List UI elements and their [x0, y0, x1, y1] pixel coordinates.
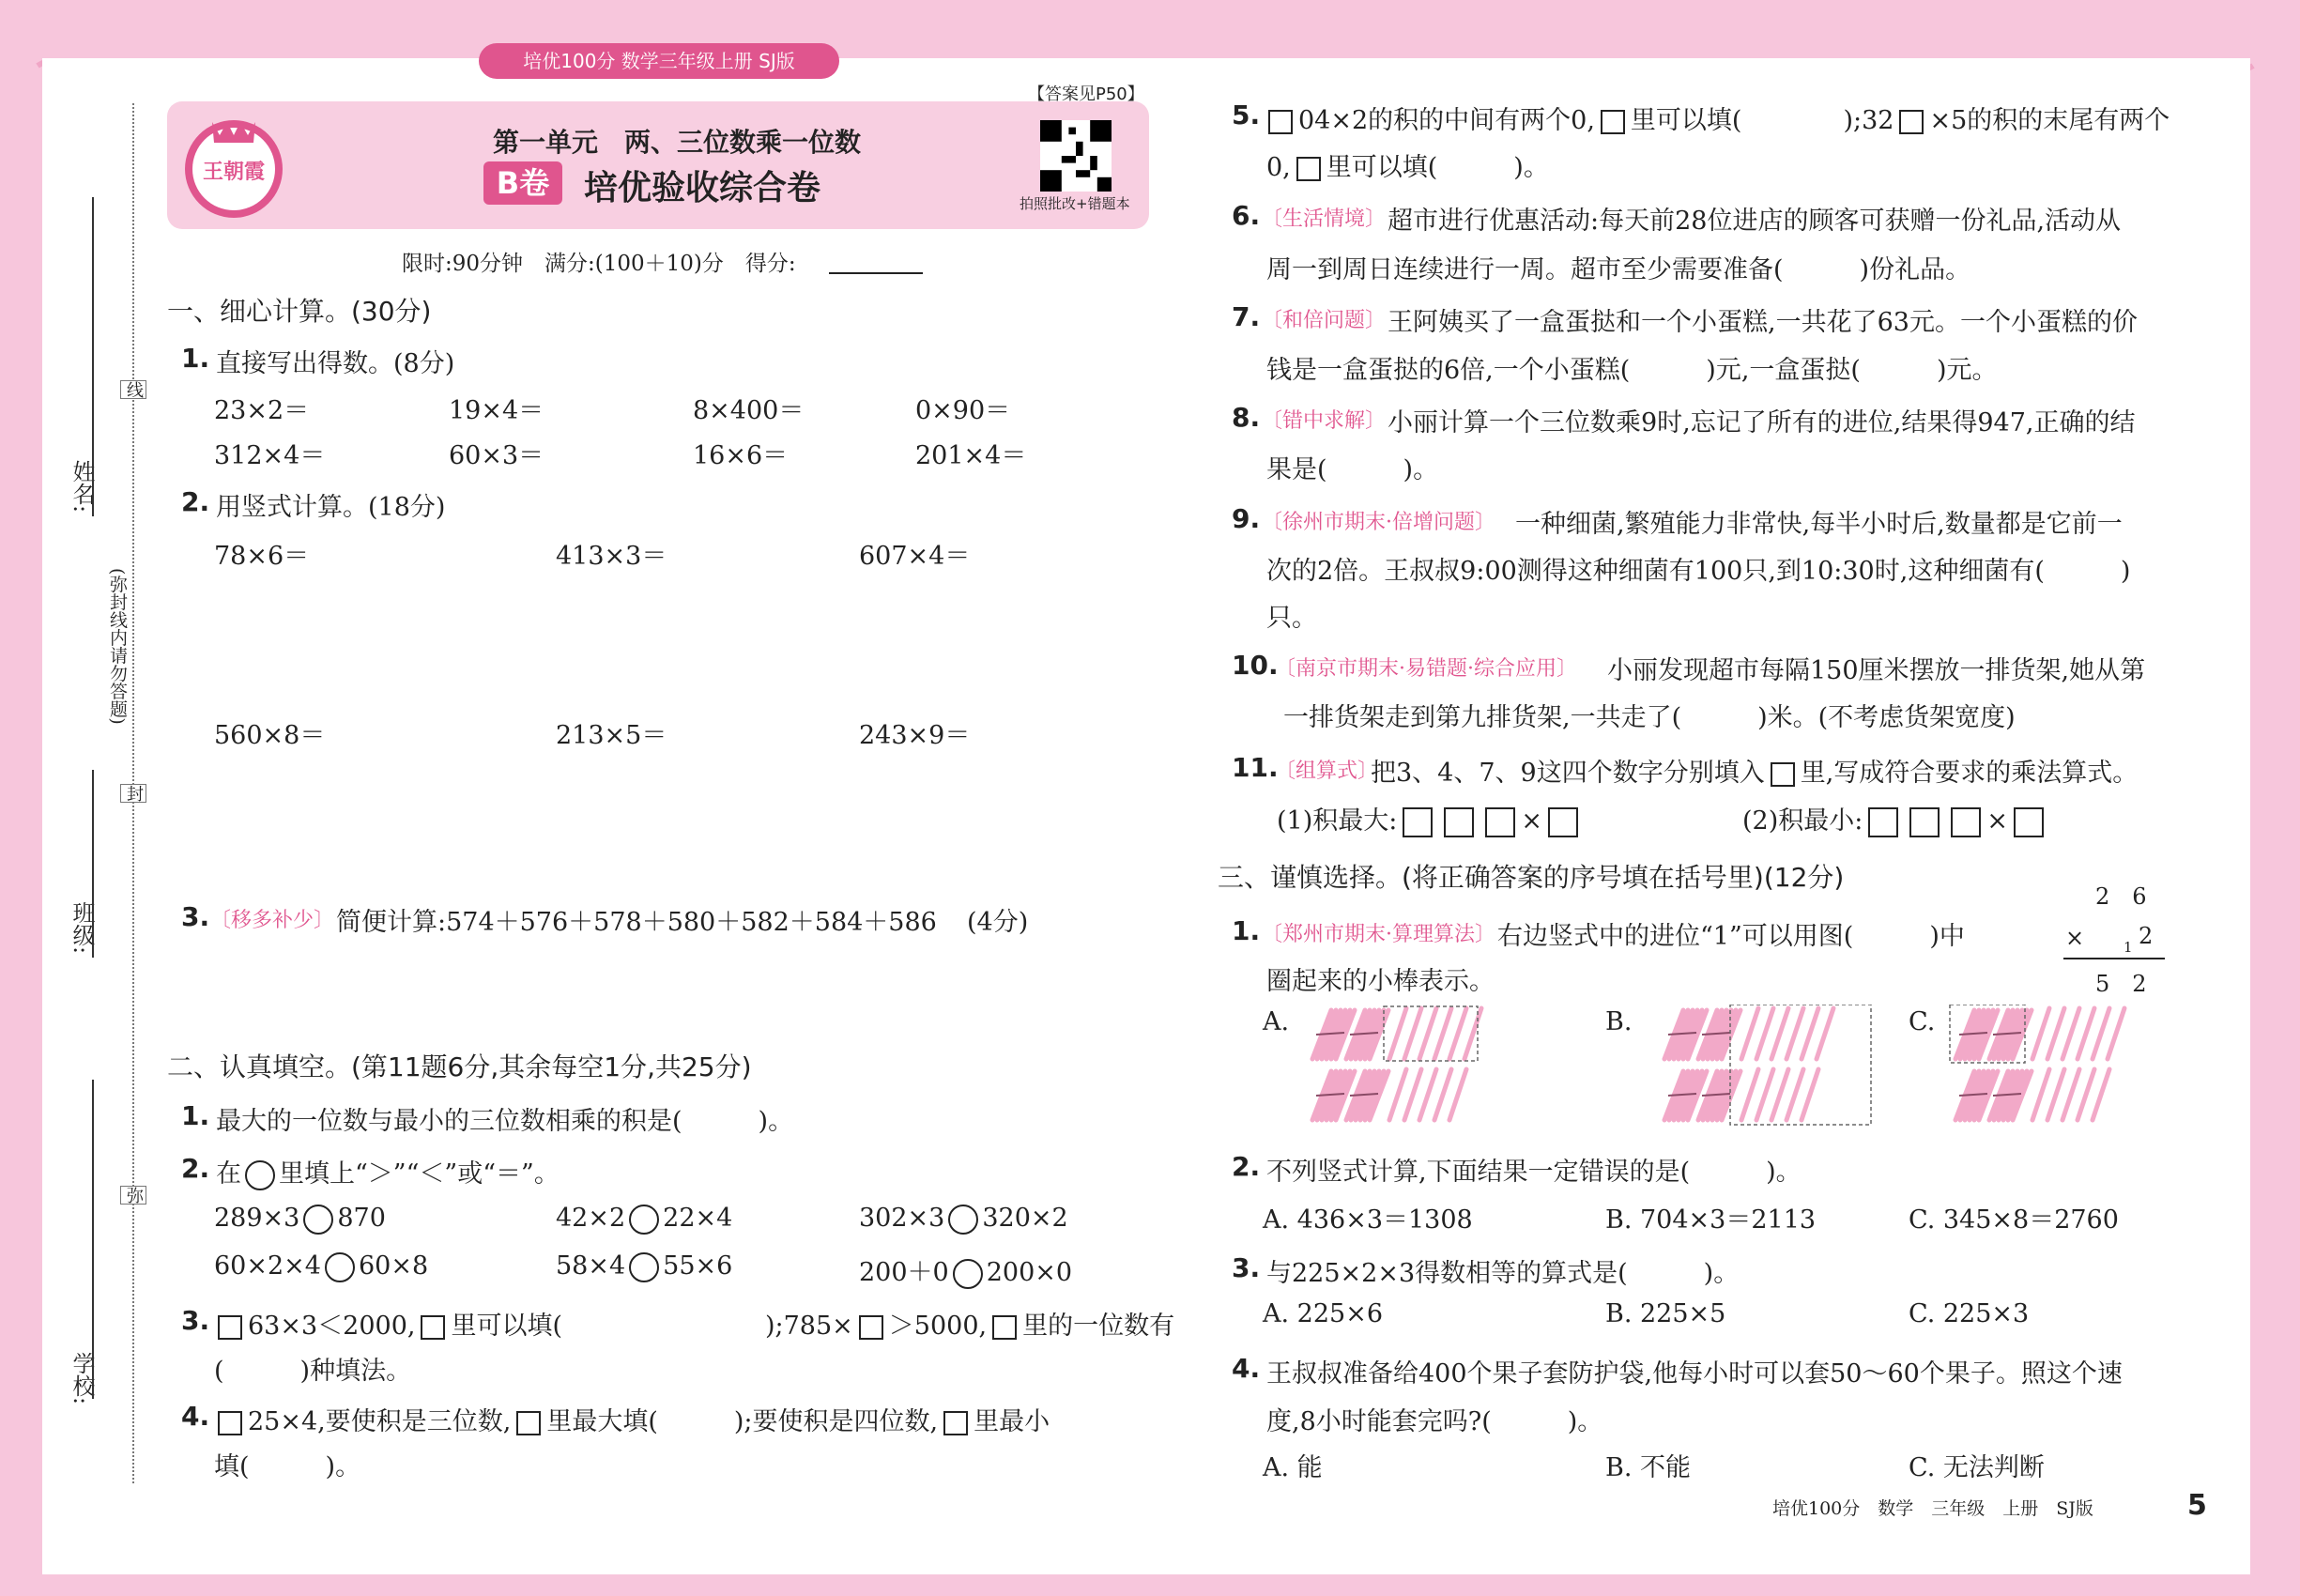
score-blank[interactable] [829, 272, 923, 274]
s2-q6-line2: 周一到周日连续进行一周。超市至少需要准备( )份礼品。 [1266, 255, 1971, 284]
calc-item: 16×6＝ [693, 441, 789, 470]
s3-q4-option[interactable]: C. 无法判断 [1909, 1453, 2045, 1482]
s3-q1-line2: 圈起来的小棒表示。 [1266, 967, 1495, 996]
svg-text:王朝霞: 王朝霞 [202, 161, 266, 184]
s3-q3-text: 与225×2×3得数相等的算式是( )。 [1266, 1259, 1740, 1288]
single-stick [2032, 1069, 2049, 1120]
digit-box[interactable] [1403, 807, 1433, 837]
name-label: 姓名: [69, 460, 95, 514]
s2-q11-num: 11. [1232, 752, 1279, 783]
s1-q3-score: (4分) [967, 908, 1029, 937]
s2-q2-text-a: 在 [216, 1159, 241, 1189]
class-line [92, 770, 94, 958]
single-stick [1404, 1008, 1421, 1059]
single-stick [1802, 1008, 1818, 1059]
s2-q7-tag: 〔和倍问题〕 [1262, 309, 1387, 332]
single-stick [2047, 1008, 2064, 1059]
s2-q7-line2: 钱是一盒蛋挞的6倍,一个小蛋糕( )元,一盒蛋挞( )元。 [1266, 356, 1998, 385]
calc-item: 0×90＝ [915, 396, 1011, 425]
single-stick [1817, 1008, 1833, 1059]
digit-box[interactable] [1868, 807, 1898, 837]
digit-box[interactable] [1485, 807, 1515, 837]
s3-q2-text: 不列竖式计算,下面结果一定错误的是( )。 [1266, 1158, 1802, 1187]
digit-box[interactable] [2014, 807, 2044, 837]
s2-q6-line1: 超市进行优惠活动:每天前28位进店的顾客可获赠一份礼品,活动从 [1388, 207, 2122, 236]
school-line [92, 1080, 94, 1399]
s2-q5-line1: 04×2的积的中间有两个0, 里可以填( );32 ×5的积的末尾有两个 [1263, 100, 2170, 136]
s2-q1-num: 1. [181, 1100, 210, 1131]
s2-q10-tag: 〔南京市期末·易错题·综合应用〕 [1275, 657, 1577, 681]
s2-q8-tag: 〔错中求解〕 [1262, 409, 1387, 433]
s2-q6-tag: 〔生活情境〕 [1262, 207, 1387, 231]
s2-q8-num: 8. [1232, 402, 1261, 433]
compare-circle[interactable] [629, 1252, 659, 1282]
s2-q2-text-b: 里填上“＞”“＜”或“＝”。 [279, 1159, 560, 1189]
s2-q10-line2: 一排货架走到第九排货架,一共走了( )米。(不考虑货架宽度) [1283, 703, 2016, 732]
single-stick [1786, 1069, 1803, 1120]
s2-q7-line1: 王阿姨买了一盒蛋挞和一个小蛋糕,一共花了63元。一个小蛋糕的价 [1388, 308, 2138, 337]
single-stick [2032, 1008, 2049, 1059]
single-stick [2078, 1008, 2094, 1059]
s2-q3-line1: 63×3＜2000, 里可以填( );785× ＞5000, 里的一位数有 [212, 1305, 1174, 1342]
s3-q3-option[interactable]: A. 225×6 [1263, 1299, 1383, 1328]
s1-q1-num: 1. [181, 343, 210, 374]
mark-seal: 封 [120, 784, 146, 803]
page-number: 5 [2187, 1489, 2207, 1522]
s2-q9-num: 9. [1232, 503, 1261, 534]
single-stick [1419, 1008, 1436, 1059]
sticks-figure-a [1305, 1005, 1530, 1131]
school-label: 学校: [69, 1352, 95, 1405]
single-stick [1404, 1069, 1421, 1120]
compare-item: 60×2×4 60×8 [214, 1251, 429, 1281]
s2-q2-num: 2. [181, 1153, 210, 1184]
vertical-rule [2063, 958, 2165, 959]
s2-q9-line2: 次的2倍。王叔叔9:00测得这种细菌有100只,到10:30时,这种细菌有( ) [1266, 557, 2131, 586]
vertical-calc-item: 78×6＝ [214, 542, 310, 571]
s2-q7-num: 7. [1232, 301, 1261, 332]
single-stick [1419, 1069, 1436, 1120]
compare-item: 42×2 22×4 [556, 1204, 733, 1233]
compare-item: 289×3 870 [214, 1204, 386, 1233]
paper-title: 培优验收综合卷 [584, 169, 821, 207]
vertical-calc-item: 243×9＝ [859, 721, 971, 750]
single-stick [1741, 1008, 1758, 1059]
limits: 限时:90分钟 满分:(100＋10)分 得分: [402, 252, 796, 276]
s3-q1-option[interactable]: B. [1605, 1007, 1633, 1036]
single-stick [2078, 1069, 2094, 1120]
mark-mi: 弥 [120, 1186, 146, 1205]
mark-line: 线 [120, 380, 146, 399]
s3-q3-option[interactable]: B. 225×5 [1605, 1299, 1726, 1328]
logo-icon [167, 101, 300, 229]
single-stick [1389, 1069, 1406, 1120]
digit-box[interactable] [1444, 807, 1474, 837]
single-stick [1389, 1008, 1406, 1059]
single-stick [1756, 1069, 1773, 1120]
s3-q4-line2: 度,8小时能套完吗?( )。 [1266, 1407, 1603, 1436]
calc-item: 201×4＝ [915, 441, 1027, 470]
vertical-top: 2 6 [2095, 883, 2147, 910]
qr-caption: 拍照批改+错题本 [1020, 195, 1130, 212]
s2-q3-line2: ( )种填法。 [214, 1357, 412, 1386]
s3-q1-option[interactable]: A. [1263, 1007, 1290, 1036]
section2-title: 二、认真填空。(第11题6分,其余每空1分,共25分) [167, 1051, 752, 1082]
s2-q11-part2: (2)积最小: × [1742, 800, 2049, 837]
compare-circle[interactable] [953, 1259, 983, 1289]
calc-item: 60×3＝ [449, 441, 544, 470]
single-stick [1786, 1008, 1803, 1059]
single-stick [2108, 1008, 2124, 1059]
compare-circle[interactable] [325, 1252, 355, 1282]
compare-circle[interactable] [245, 1160, 275, 1190]
calc-item: 19×4＝ [449, 396, 544, 425]
s2-q3-num: 3. [181, 1305, 210, 1336]
s3-q4-option[interactable]: A. 能 [1263, 1453, 1323, 1482]
s2-q4-line1: 25×4,要使积是三位数, 里最大填( );要使积是四位数, 里最小 [212, 1401, 1050, 1437]
name-line [92, 197, 94, 516]
qr-code-icon[interactable] [1040, 120, 1112, 192]
single-stick [1434, 1069, 1451, 1120]
calc-item: 23×2＝ [214, 396, 310, 425]
compare-item: 200＋0 200×0 [859, 1258, 1073, 1287]
vertical-calc-item: 213×5＝ [556, 721, 667, 750]
s3-q2-option[interactable]: A. 436×3＝1308 [1263, 1205, 1473, 1235]
s2-q8-line2: 果是( )。 [1266, 455, 1439, 484]
paper-badge: B卷 [483, 161, 562, 205]
compare-item: 302×3 320×2 [859, 1204, 1068, 1233]
s3-q2-option[interactable]: B. 704×3＝2113 [1605, 1205, 1817, 1235]
compare-circle[interactable] [948, 1205, 978, 1235]
single-stick [2047, 1069, 2064, 1120]
s2-q9-tag: 〔徐州市期末·倍增问题〕 [1262, 511, 1495, 534]
s2-q10-line1: 小丽发现超市每隔150厘米摆放一排货架,她从第 [1607, 656, 2146, 685]
calc-item: 312×4＝ [214, 441, 326, 470]
digit-box[interactable] [1909, 807, 1940, 837]
s2-q4-num: 4. [181, 1401, 210, 1432]
digit-box[interactable] [1951, 807, 1981, 837]
vertical-calc-item: 413×3＝ [556, 542, 667, 571]
s2-q11-part1: (1)积最大: × [1277, 800, 1584, 837]
answer-ref: 【答案见P50】 [1028, 84, 1144, 104]
single-stick [2093, 1069, 2109, 1120]
s1-q3-tag: 〔移多补少〕 [210, 909, 335, 932]
sticks-figure-b [1657, 1005, 1882, 1131]
vertical-times: × [2065, 925, 2085, 951]
single-stick [2062, 1069, 2079, 1120]
vertical-digit: 2 [2139, 923, 2154, 949]
s2-q5-num: 5. [1232, 100, 1261, 130]
s1-q3-text: 简便计算:574＋576＋578＋580＋582＋584＋586 [336, 908, 937, 937]
compare-circle[interactable] [629, 1205, 659, 1235]
s3-q4-option[interactable]: B. 不能 [1605, 1453, 1692, 1482]
s3-q3-option[interactable]: C. 225×3 [1909, 1299, 2030, 1328]
s2-q9-line1: 一种细菌,繁殖能力非常快,每半小时后,数量都是它前一 [1515, 510, 2123, 539]
footer-text: 培优100分 数学 三年级 上册 SJ版 [1772, 1498, 2093, 1519]
s3-q3-num: 3. [1232, 1252, 1261, 1283]
single-stick [1802, 1069, 1818, 1120]
s2-q11-tag: 〔组算式〕 [1275, 760, 1379, 783]
s2-q11-line1: 把3、4、7、9这四个数字分别填入 里,写成符合要求的乘法算式。 [1371, 759, 2139, 788]
s1-q1-text: 直接写出得数。(8分) [216, 349, 455, 378]
sticks-figure-c [1948, 1005, 2173, 1131]
s2-q1-text: 最大的一位数与最小的三位数相乘的积是( )。 [216, 1107, 794, 1136]
compare-circle[interactable] [303, 1205, 333, 1235]
s1-q2-text: 用竖式计算。(18分) [216, 493, 446, 522]
single-stick [1771, 1069, 1788, 1120]
s2-q5-line2: 0, 里可以填( )。 [1266, 153, 1549, 182]
vertical-result: 5 2 [2095, 971, 2147, 997]
s3-q1-line1: 右边竖式中的进位“1”可以用图( )中 [1497, 922, 1965, 951]
binding-notice: (弥封线内请勿答题) [107, 568, 128, 725]
vertical-calc-item: 560×8＝ [214, 721, 326, 750]
s3-q2-option[interactable]: C. 345×8＝2760 [1909, 1205, 2119, 1235]
single-stick [2093, 1008, 2109, 1059]
s3-q4-num: 4. [1232, 1353, 1261, 1384]
single-stick [2062, 1008, 2079, 1059]
single-stick [1771, 1008, 1788, 1059]
s3-q1-num: 1. [1232, 915, 1261, 946]
s2-q8-line1: 小丽计算一个三位数乘9时,忘记了所有的进位,结果得947,正确的结 [1388, 408, 2136, 437]
series-bar: 培优100分 数学三年级上册 SJ版 [479, 43, 839, 79]
vertical-carry: 1 [2124, 939, 2133, 956]
s2-q4-line2: 填( )。 [214, 1452, 361, 1481]
single-stick [1434, 1008, 1451, 1059]
compare-item: 58×4 55×6 [556, 1251, 733, 1281]
single-stick [1464, 1008, 1481, 1059]
s3-q2-num: 2. [1232, 1151, 1261, 1182]
s3-q1-option[interactable]: C. [1909, 1007, 1936, 1036]
class-label: 班级: [69, 901, 95, 955]
single-stick [1756, 1008, 1773, 1059]
s2-q9-line3: 只。 [1266, 604, 1317, 633]
single-stick [1449, 1008, 1466, 1059]
section3-title: 三、谨慎选择。(将正确答案的序号填在括号里)(12分) [1218, 862, 1845, 893]
calc-item: 8×400＝ [693, 396, 805, 425]
single-stick [1741, 1069, 1758, 1120]
s3-q1-tag: 〔郑州市期末·算理算法〕 [1262, 923, 1495, 946]
digit-box[interactable] [1548, 807, 1578, 837]
s2-q6-num: 6. [1232, 200, 1261, 231]
s1-q3-num: 3. [181, 901, 210, 932]
s1-q2-num: 2. [181, 486, 210, 517]
vertical-calc-item: 607×4＝ [859, 542, 971, 571]
section1-title: 一、细心计算。(30分) [167, 296, 432, 327]
s2-q10-num: 10. [1232, 650, 1279, 681]
single-stick [1449, 1069, 1466, 1120]
s3-q4-line1: 王叔叔准备给400个果子套防护袋,他每小时可以套50～60个果子。照这个速 [1266, 1359, 2123, 1389]
unit-title: 第一单元 两、三位数乘一位数 [493, 127, 862, 158]
s2-q2-text [216, 1153, 560, 1190]
